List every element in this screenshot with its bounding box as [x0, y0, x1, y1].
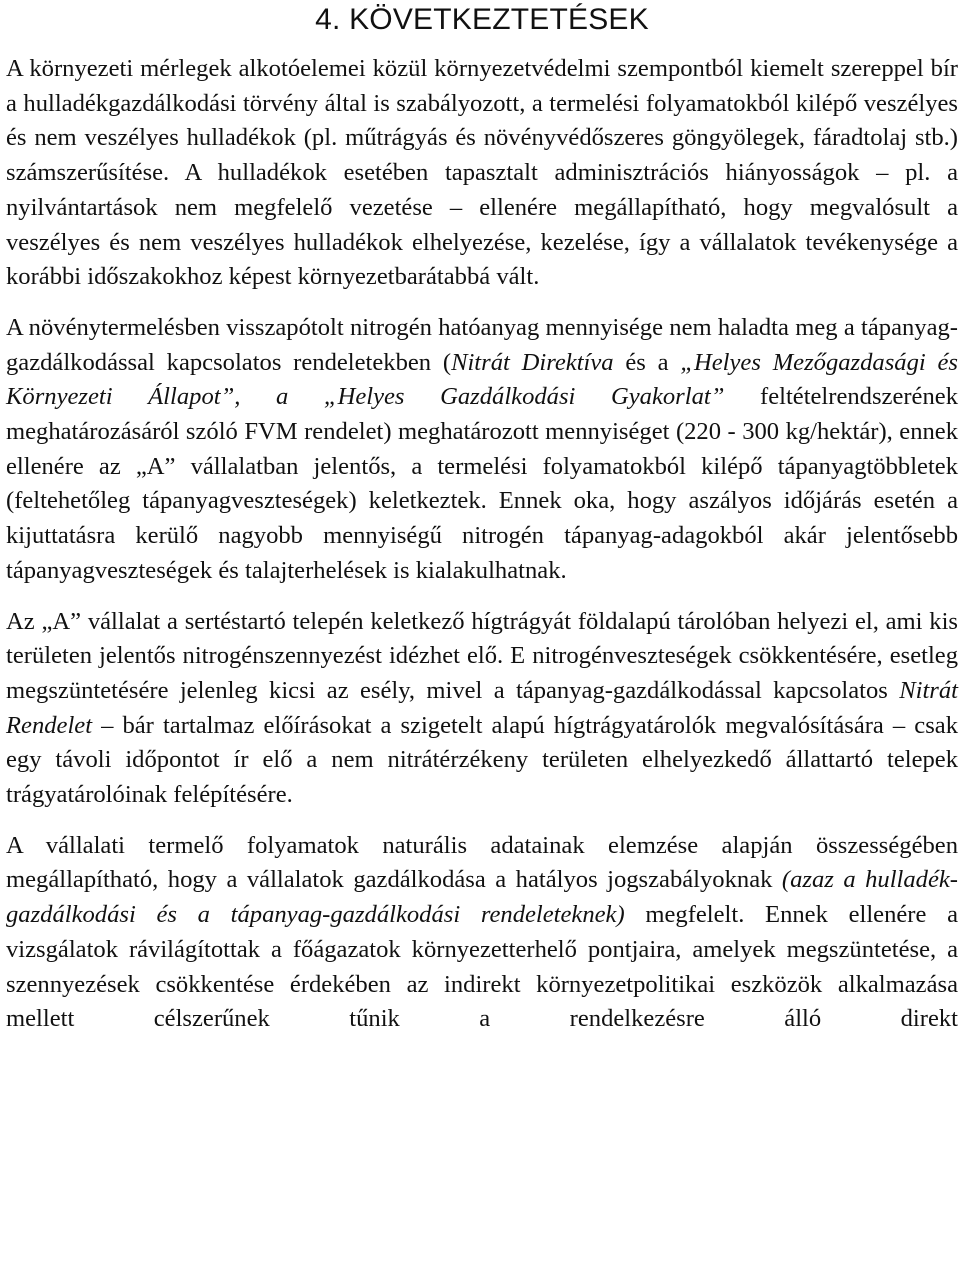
paragraph-waste [6, 52, 958, 295]
paragraph-conclusion [6, 829, 958, 1037]
paragraph-text: feltételrendszerének meghatározásáról szóló FVM rendelet) meghatározott mennyiséget (220 - 300 kg/hektár), ennek ellenére az „A” vállalatban jelentős, a termelési folyamatokból kilépő tápanyagtöbbletek (feltehetőleg tápanyagveszteségek) keletkeztek. Ennek oka, hogy aszályos időjárás esetén a kijuttatásra kerülő nagyobb mennyiségű nitrogén tápanyag-adagokból akár jelentősebb tápanyagveszteségek és talajterhelések is kialakulhatnak. [6, 383, 958, 584]
italic-term: „Helyes Mezőgazdasági és Környezeti Állapot”, a „Helyes Gazdálkodási Gyakorlat” [6, 348, 958, 411]
italic-term: Nitrát Direktíva [451, 348, 614, 376]
paragraph-text: – bár tartalmaz előírásokat a szigetelt alapú hígtrágyatárolók megvalósítására – csak egy távoli időpontot ír elő a nem nitrátérzékeny területen elhelyezkedő állattartó telepek trágyatárolóinak felépítésére. [6, 711, 958, 809]
paragraph-nitrogen [6, 311, 958, 589]
paragraph-text: megfelelt. Ennek ellenére a vizsgálatok rávilágítottak a főágazatok környezetterhelő pontjaira, amelyek megszüntetése, a szennyezések csökkentése érdekében az indirekt környezetpolitikai eszközök alkalmazása mellett célszerűnek tűnik a rendelkezésre álló direkt [6, 901, 958, 1033]
italic-term: Nitrát Rendelet [6, 676, 958, 739]
paragraph-text: és a [613, 348, 681, 376]
italic-term: (azaz a hulladék-gazdálkodási és a tápanyag-gazdálkodási rendeleteknek) [6, 866, 958, 929]
section-heading: 4. KÖVETKEZTETÉSEK [315, 3, 649, 36]
paragraph-text: A vállalati termelő folyamatok naturális adatainak elemzése alapján összességében megállapítható, hogy a vállalatok gazdálkodása a hatályos jogszabályoknak [6, 831, 958, 894]
document-page [6, 0, 958, 1053]
paragraph-text: Az „A” vállalat a sertéstartó telepén keletkező hígtrágyát földalapú tárolóban helyezi el, ami kis területen jelentős nitrogénszennyezést idézhet elő. E nitrogénveszteségek csökkentésére, esetleg megszüntetésére jelenleg kicsi az esély, mivel a tápanyag-gazdálkodással kapcsolatos [6, 607, 958, 704]
paragraph-slurry [6, 605, 958, 813]
paragraph-text: A környezeti mérlegek alkotóelemei közül környezetvédelmi szempontból kiemelt szereppel bír a hulladékgazdálkodási törvény által is szabályozott, a termelési folyamatokból kilépő veszélyes és nem veszélyes hulladékok (pl. műtrágyás és növényvédőszeres göngyölegek, fáradtolaj stb.) számszerűsítése. A hulladékok esetében tapasztalt adminisztrációs hiányosságok – pl. a nyilvántartások nem megfelelő vezetése – ellenére megállapítható, hogy megvalósult a veszélyes és nem veszélyes hulladékok elhelyezése, kezelése, így a vállalatok tevékenysége a korábbi időszakokhoz képest környezetbarátabbá vált. [6, 55, 958, 291]
paragraph-text: A növénytermelésben visszapótolt nitrogén hatóanyag mennyisége nem haladta meg a tápanyag-gazdálkodással kapcsolatos rendeletekben ( [6, 313, 958, 376]
